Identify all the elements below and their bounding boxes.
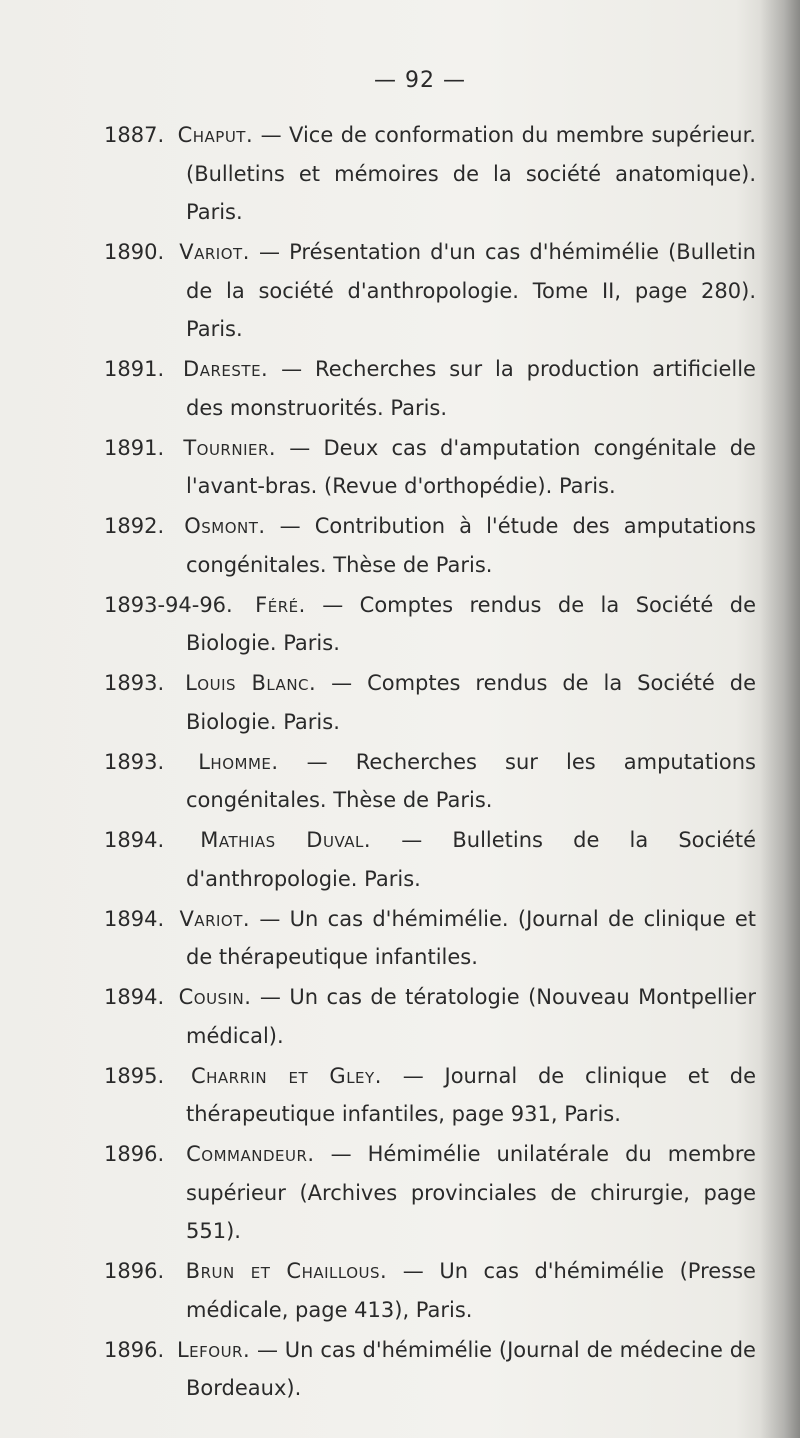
entry-author: Lhomme.: [198, 749, 279, 774]
entry-text: — Bulletins de la Société d'anthropologie. Paris.: [186, 828, 756, 891]
entry-author: Dareste.: [183, 357, 269, 381]
entry-author: Tournier.: [183, 435, 277, 460]
entry-text: — Hémimélie unilatérale du membre supérieur (Archives provinciales de chirurgie, page 551).: [186, 1142, 756, 1243]
entry-author: Brun et Chaillous.: [185, 1259, 388, 1283]
page-number: — 92 —: [374, 68, 466, 93]
bibliography-entry: [104, 821, 756, 898]
bibliography-entry: [104, 116, 756, 232]
bibliography-entry: [104, 233, 756, 349]
entry-author: Commandeur.: [186, 1142, 315, 1166]
entry-text: — Présentation d'un cas d'hémimélie (Bulletin de la société d'anthropologie. Tome II, page 280). Paris.: [186, 240, 756, 341]
entry-author: Féré.: [255, 592, 306, 617]
entry-author: Chaput.: [177, 123, 254, 147]
bibliography-entry: [104, 900, 756, 977]
entry-year: 1893.: [104, 749, 165, 774]
entry-author: Louis Blanc.: [185, 671, 317, 695]
entry-text: — Un cas d'hémimélie (Journal de médecine de Bordeaux).: [186, 1337, 756, 1400]
bibliography-entry: [104, 1135, 756, 1251]
entry-text: — Comptes rendus de la Société de Biologie. Paris.: [186, 592, 756, 655]
bibliography-entry: [104, 1331, 756, 1408]
entry-year: 1894.: [104, 828, 165, 852]
entry-text: — Un cas d'hémimélie. (Journal de clinique et de thérapeutique infantiles.: [186, 906, 756, 969]
entry-author: Charrin et Gley.: [190, 1063, 382, 1088]
bibliography-entry: [104, 664, 756, 741]
entry-year: 1894.: [104, 985, 165, 1009]
entry-year: 1895.: [104, 1063, 165, 1088]
entry-author: Cousin.: [178, 985, 252, 1009]
entry-year: 1890.: [104, 240, 165, 264]
entry-text: — Deux cas d'amputation congénitale de l'avant-bras. (Revue d'orthopédie). Paris.: [186, 435, 756, 498]
entry-author: Variot.: [179, 906, 251, 931]
entry-text: — Recherches sur la production artificielle des monstruorités. Paris.: [186, 357, 756, 420]
entry-author: Osmont.: [184, 514, 266, 538]
entry-year: 1896.: [104, 1259, 165, 1283]
entry-year: 1893-94-96.: [104, 592, 233, 617]
bibliography-entry: [104, 507, 756, 584]
entry-year: 1892.: [104, 514, 165, 538]
bibliography-entry: [104, 743, 756, 820]
entry-text: — Un cas de tératologie (Nouveau Montpellier médical).: [186, 985, 756, 1048]
bibliography-entry: [104, 350, 756, 427]
entry-year: 1896.: [104, 1142, 165, 1166]
entry-year: 1887.: [104, 123, 165, 147]
entry-year: 1896.: [104, 1337, 165, 1362]
entry-year: 1891.: [104, 435, 165, 460]
bibliography-entry: [104, 1252, 756, 1329]
bibliography-entry: [104, 429, 756, 506]
bibliography-entry: [104, 586, 756, 663]
entry-text: — Contribution à l'étude des amputations congénitales. Thèse de Paris.: [186, 514, 756, 577]
bibliography-list: [104, 116, 756, 1409]
entry-text: — Recherches sur les amputations congénitales. Thèse de Paris.: [186, 749, 757, 812]
page-edge-shadow: [760, 0, 800, 1438]
entry-text: — Journal de clinique et de thérapeutique infantiles, page 931, Paris.: [186, 1063, 756, 1126]
entry-author: Lefour.: [176, 1337, 251, 1362]
bibliography-entry: [104, 1057, 756, 1134]
entry-author: Mathias Duval.: [200, 828, 372, 852]
entry-text: — Vice de conformation du membre supérieur. (Bulletins et mémoires de la société anatomique). Paris.: [186, 123, 756, 224]
entry-year: 1891.: [104, 357, 165, 381]
entry-year: 1893.: [104, 671, 165, 695]
entry-year: 1894.: [104, 906, 165, 931]
bibliography-entry: [104, 978, 756, 1055]
entry-text: — Comptes rendus de la Société de Biologie. Paris.: [186, 671, 756, 734]
entry-author: Variot.: [179, 240, 250, 264]
entry-text: — Un cas d'hémimélie (Presse médicale, page 413), Paris.: [186, 1259, 756, 1322]
